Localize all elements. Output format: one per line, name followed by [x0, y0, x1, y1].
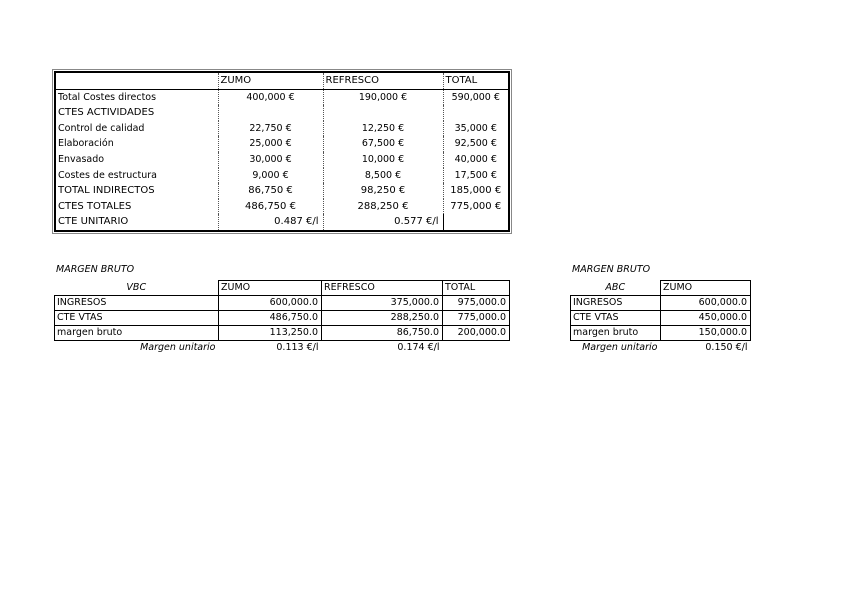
cell-zumo: [218, 105, 323, 121]
unit-margin-label: Margen unitario: [140, 342, 216, 353]
header-zumo: ZUMO: [219, 281, 322, 296]
cell-total: 185,000 €: [450, 185, 502, 197]
cell-zumo: 22,750 €: [218, 121, 323, 137]
cell-zumo: 0.487 €/l: [218, 214, 323, 231]
cell-refresco: 8,500 €: [323, 168, 443, 184]
cell-zumo: 486,750.0: [219, 311, 322, 326]
cell-refresco: 67,500 €: [323, 136, 443, 152]
cell-refresco: 288,250.0: [322, 311, 443, 326]
table-row: [55, 89, 509, 105]
header-zumo: ZUMO: [661, 281, 751, 296]
cell-zumo: 600,000.0: [661, 296, 751, 311]
row-label: CTES ACTIVIDADES: [55, 105, 218, 121]
cell-zumo: 30,000 €: [218, 152, 323, 168]
cell-total: 200,000.0: [443, 326, 510, 341]
cell-zumo: 450,000.0: [661, 311, 751, 326]
unit-margin-row: [55, 341, 510, 356]
unit-margin-zumo: 0.113 €/l: [276, 342, 319, 353]
row-label: INGRESOS: [55, 296, 219, 311]
header-empty: [55, 72, 218, 89]
row-label: CTE UNITARIO: [55, 214, 218, 231]
cell-refresco: 375,000.0: [322, 296, 443, 311]
vbc-header-row: [55, 281, 510, 296]
cell-refresco: 86,750.0: [322, 326, 443, 341]
row-label: TOTAL INDIRECTOS: [55, 183, 218, 199]
row-label: Envasado: [55, 152, 218, 168]
header-refresco: REFRESCO: [322, 281, 443, 296]
table-row: [55, 199, 509, 215]
cell-total: [443, 105, 509, 121]
cell-refresco: 190,000 €: [323, 89, 443, 105]
cell-refresco: 12,250 €: [323, 121, 443, 137]
cell-zumo: 150,000.0: [661, 326, 751, 341]
header-refresco: REFRESCO: [323, 72, 443, 89]
cell-refresco: 10,000 €: [323, 152, 443, 168]
cell-total: 975,000.0: [443, 296, 510, 311]
abc-margin-title: MARGEN BRUTO: [572, 264, 651, 275]
row-label: Elaboración: [55, 136, 218, 152]
cell-total: 35,000 €: [454, 122, 497, 134]
cell-total: 775,000 €: [450, 200, 502, 212]
table-row: [571, 296, 751, 311]
row-label: Control de calidad: [55, 121, 218, 137]
cell-zumo: 486,750 €: [218, 199, 323, 215]
abc-header-row: [571, 281, 751, 296]
abc-margin-table: [570, 280, 751, 355]
cell-total: 17,500 €: [454, 169, 497, 181]
unit-margin-empty: [443, 341, 510, 356]
table-row: [571, 326, 751, 341]
cell-total: 92,500 €: [454, 138, 497, 150]
header-total: TOTAL: [443, 72, 509, 89]
table-row: [55, 183, 509, 199]
table-row: [55, 326, 510, 341]
table-row: [55, 152, 509, 168]
cell-refresco: 288,250 €: [323, 199, 443, 215]
row-label: Costes de estructura: [55, 168, 218, 184]
cell-total: [443, 214, 509, 231]
cell-total: 590,000 €: [451, 91, 500, 103]
table-row: [571, 311, 751, 326]
row-label: CTE VTAS: [571, 311, 661, 326]
table-row: [55, 105, 509, 121]
table-row: [55, 296, 510, 311]
cell-zumo: 400,000 €: [218, 89, 323, 105]
row-label: Total Costes directos: [55, 89, 218, 105]
cell-zumo: 113,250.0: [219, 326, 322, 341]
cell-zumo: 9,000 €: [218, 168, 323, 184]
table-row: [55, 168, 509, 184]
row-label: INGRESOS: [571, 296, 661, 311]
unit-margin-label: Margen unitario: [582, 342, 658, 353]
unit-margin-row: [571, 341, 751, 356]
unit-margin-zumo: 0.150 €/l: [705, 342, 748, 353]
row-label: CTE VTAS: [55, 311, 219, 326]
cost-table-header: [55, 72, 509, 89]
row-label: CTES TOTALES: [55, 199, 218, 215]
header-total: TOTAL: [443, 281, 510, 296]
cell-total: 40,000 €: [454, 153, 497, 165]
table-row: [55, 121, 509, 137]
header-zumo: ZUMO: [218, 72, 323, 89]
cell-zumo: 86,750 €: [218, 183, 323, 199]
cost-table: [54, 71, 510, 232]
table-row: [55, 136, 509, 152]
unit-margin-refresco: 0.174 €/l: [397, 342, 440, 353]
table-row: [55, 214, 509, 231]
abc-method-label: ABC: [571, 281, 661, 296]
vbc-margin-title: MARGEN BRUTO: [56, 264, 135, 275]
table-row: [55, 311, 510, 326]
vbc-margin-table: [54, 280, 510, 355]
cell-zumo: 25,000 €: [218, 136, 323, 152]
cell-refresco: 98,250 €: [323, 183, 443, 199]
cell-zumo: 600,000.0: [219, 296, 322, 311]
row-label: margen bruto: [55, 326, 219, 341]
row-label: margen bruto: [571, 326, 661, 341]
vbc-method-label: VBC: [55, 281, 219, 296]
cell-total: 775,000.0: [443, 311, 510, 326]
cell-refresco: [323, 105, 443, 121]
cell-refresco: 0.577 €/l: [323, 214, 443, 231]
